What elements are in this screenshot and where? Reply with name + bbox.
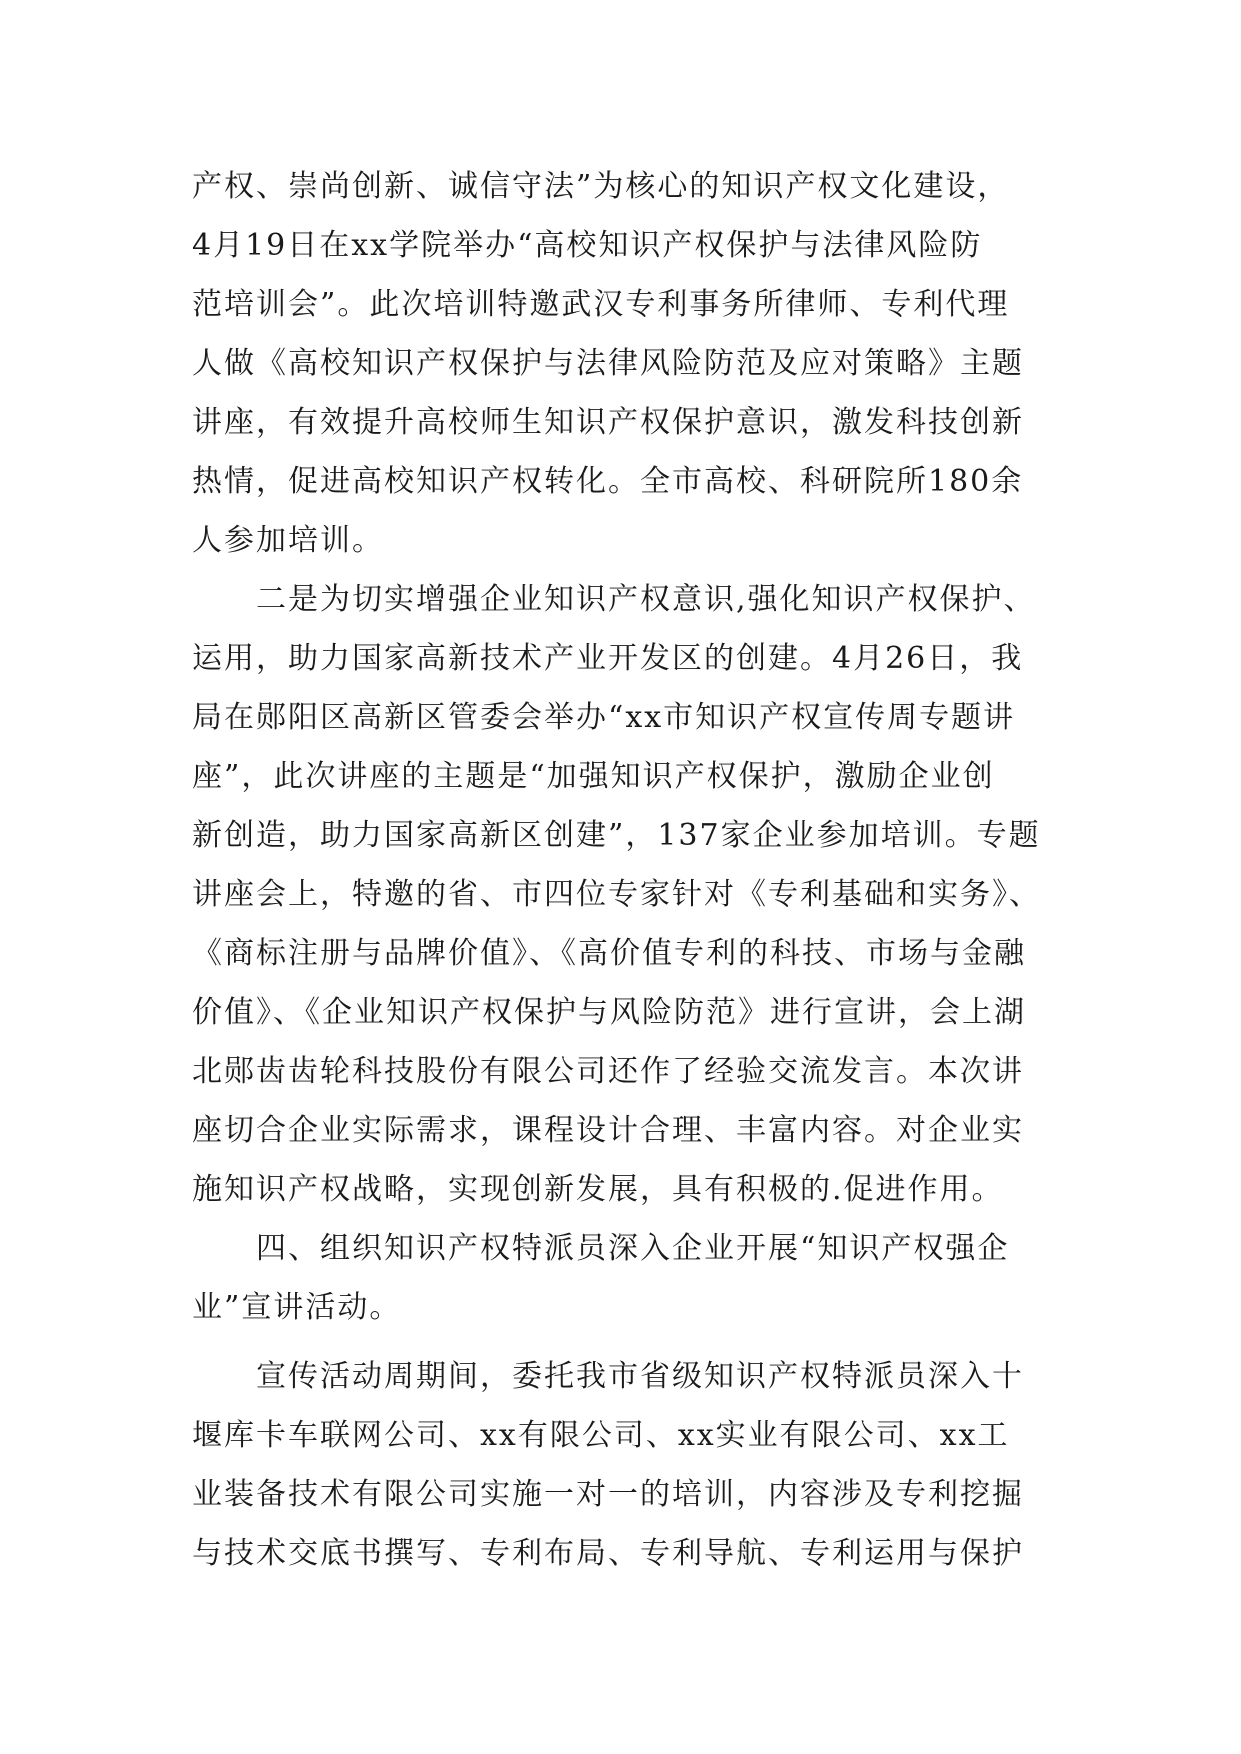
text-line: 四、组织知识产权特派员深入企业开展“知识产权强企 [256,1231,1010,1266]
text-line: 施知识产权战略，实现创新发展，具有积极的.促进作用。 [192,1172,1004,1207]
text-line: 与技术交底书撰写、专利布局、专利导航、专利运用与保护 [192,1536,1024,1571]
document-body [0,157,1241,1583]
text-line: 产权、崇尚创新、诚信守法”为核心的知识产权文化建设， [192,169,1010,204]
text-line: 运用，助力国家高新技术产业开发区的创建。4月26日，我 [192,641,1024,676]
text-line: 座”，此次讲座的主题是“加强知识产权保护，激励企业创 [192,759,995,794]
text-line: 北郧齿齿轮科技股份有限公司还作了经验交流发言。本次讲 [192,1054,1024,1089]
text-line: 范培训会”。此次培训特邀武汉专利事务所律师、专利代理 [192,287,1010,322]
text-line: 新创造，助力国家高新区创建”，137家企业参加培训。专题 [192,818,1041,853]
text-line: 座切合企业实际需求，课程设计合理、丰富内容。对企业实 [192,1113,1024,1148]
text-line: 价值》、《企业知识产权保护与风险防范》进行宣讲，会上湖 [192,995,1026,1030]
text-line: 二是为切实增强企业知识产权意识,强化知识产权保护、 [256,582,1036,617]
text-line: 讲座，有效提升高校师生知识产权保护意识，激发科技创新 [192,405,1024,440]
text-line: 局在郧阳区高新区管委会举办“xx市知识产权宣传周专题讲 [192,700,1016,735]
text-line: 人参加培训。 [192,523,384,558]
text-line: 热情，促进高校知识产权转化。全市高校、科研院所180余 [192,464,1024,499]
text-line: 4月19日在xx学院举办“高校知识产权保护与法律风险防 [192,228,983,263]
text-line: 宣传活动周期间，委托我市省级知识产权特派员深入十 [256,1359,1024,1394]
text-line: 堰库卡车联网公司、xx有限公司、xx实业有限公司、xx工 [192,1418,1010,1453]
text-line: 业”宣讲活动。 [192,1290,402,1325]
text-line: 《商标注册与品牌价值》、《高价值专利的科技、市场与金融 [192,936,1026,971]
text-line: 讲座会上，特邀的省、市四位专家针对《专利基础和实务》、 [192,877,1041,912]
text-line: 人做《高校知识产权保护与法律风险防范及应对策略》主题 [192,346,1024,381]
text-line: 业装备技术有限公司实施一对一的培训，内容涉及专利挖掘 [192,1477,1024,1512]
